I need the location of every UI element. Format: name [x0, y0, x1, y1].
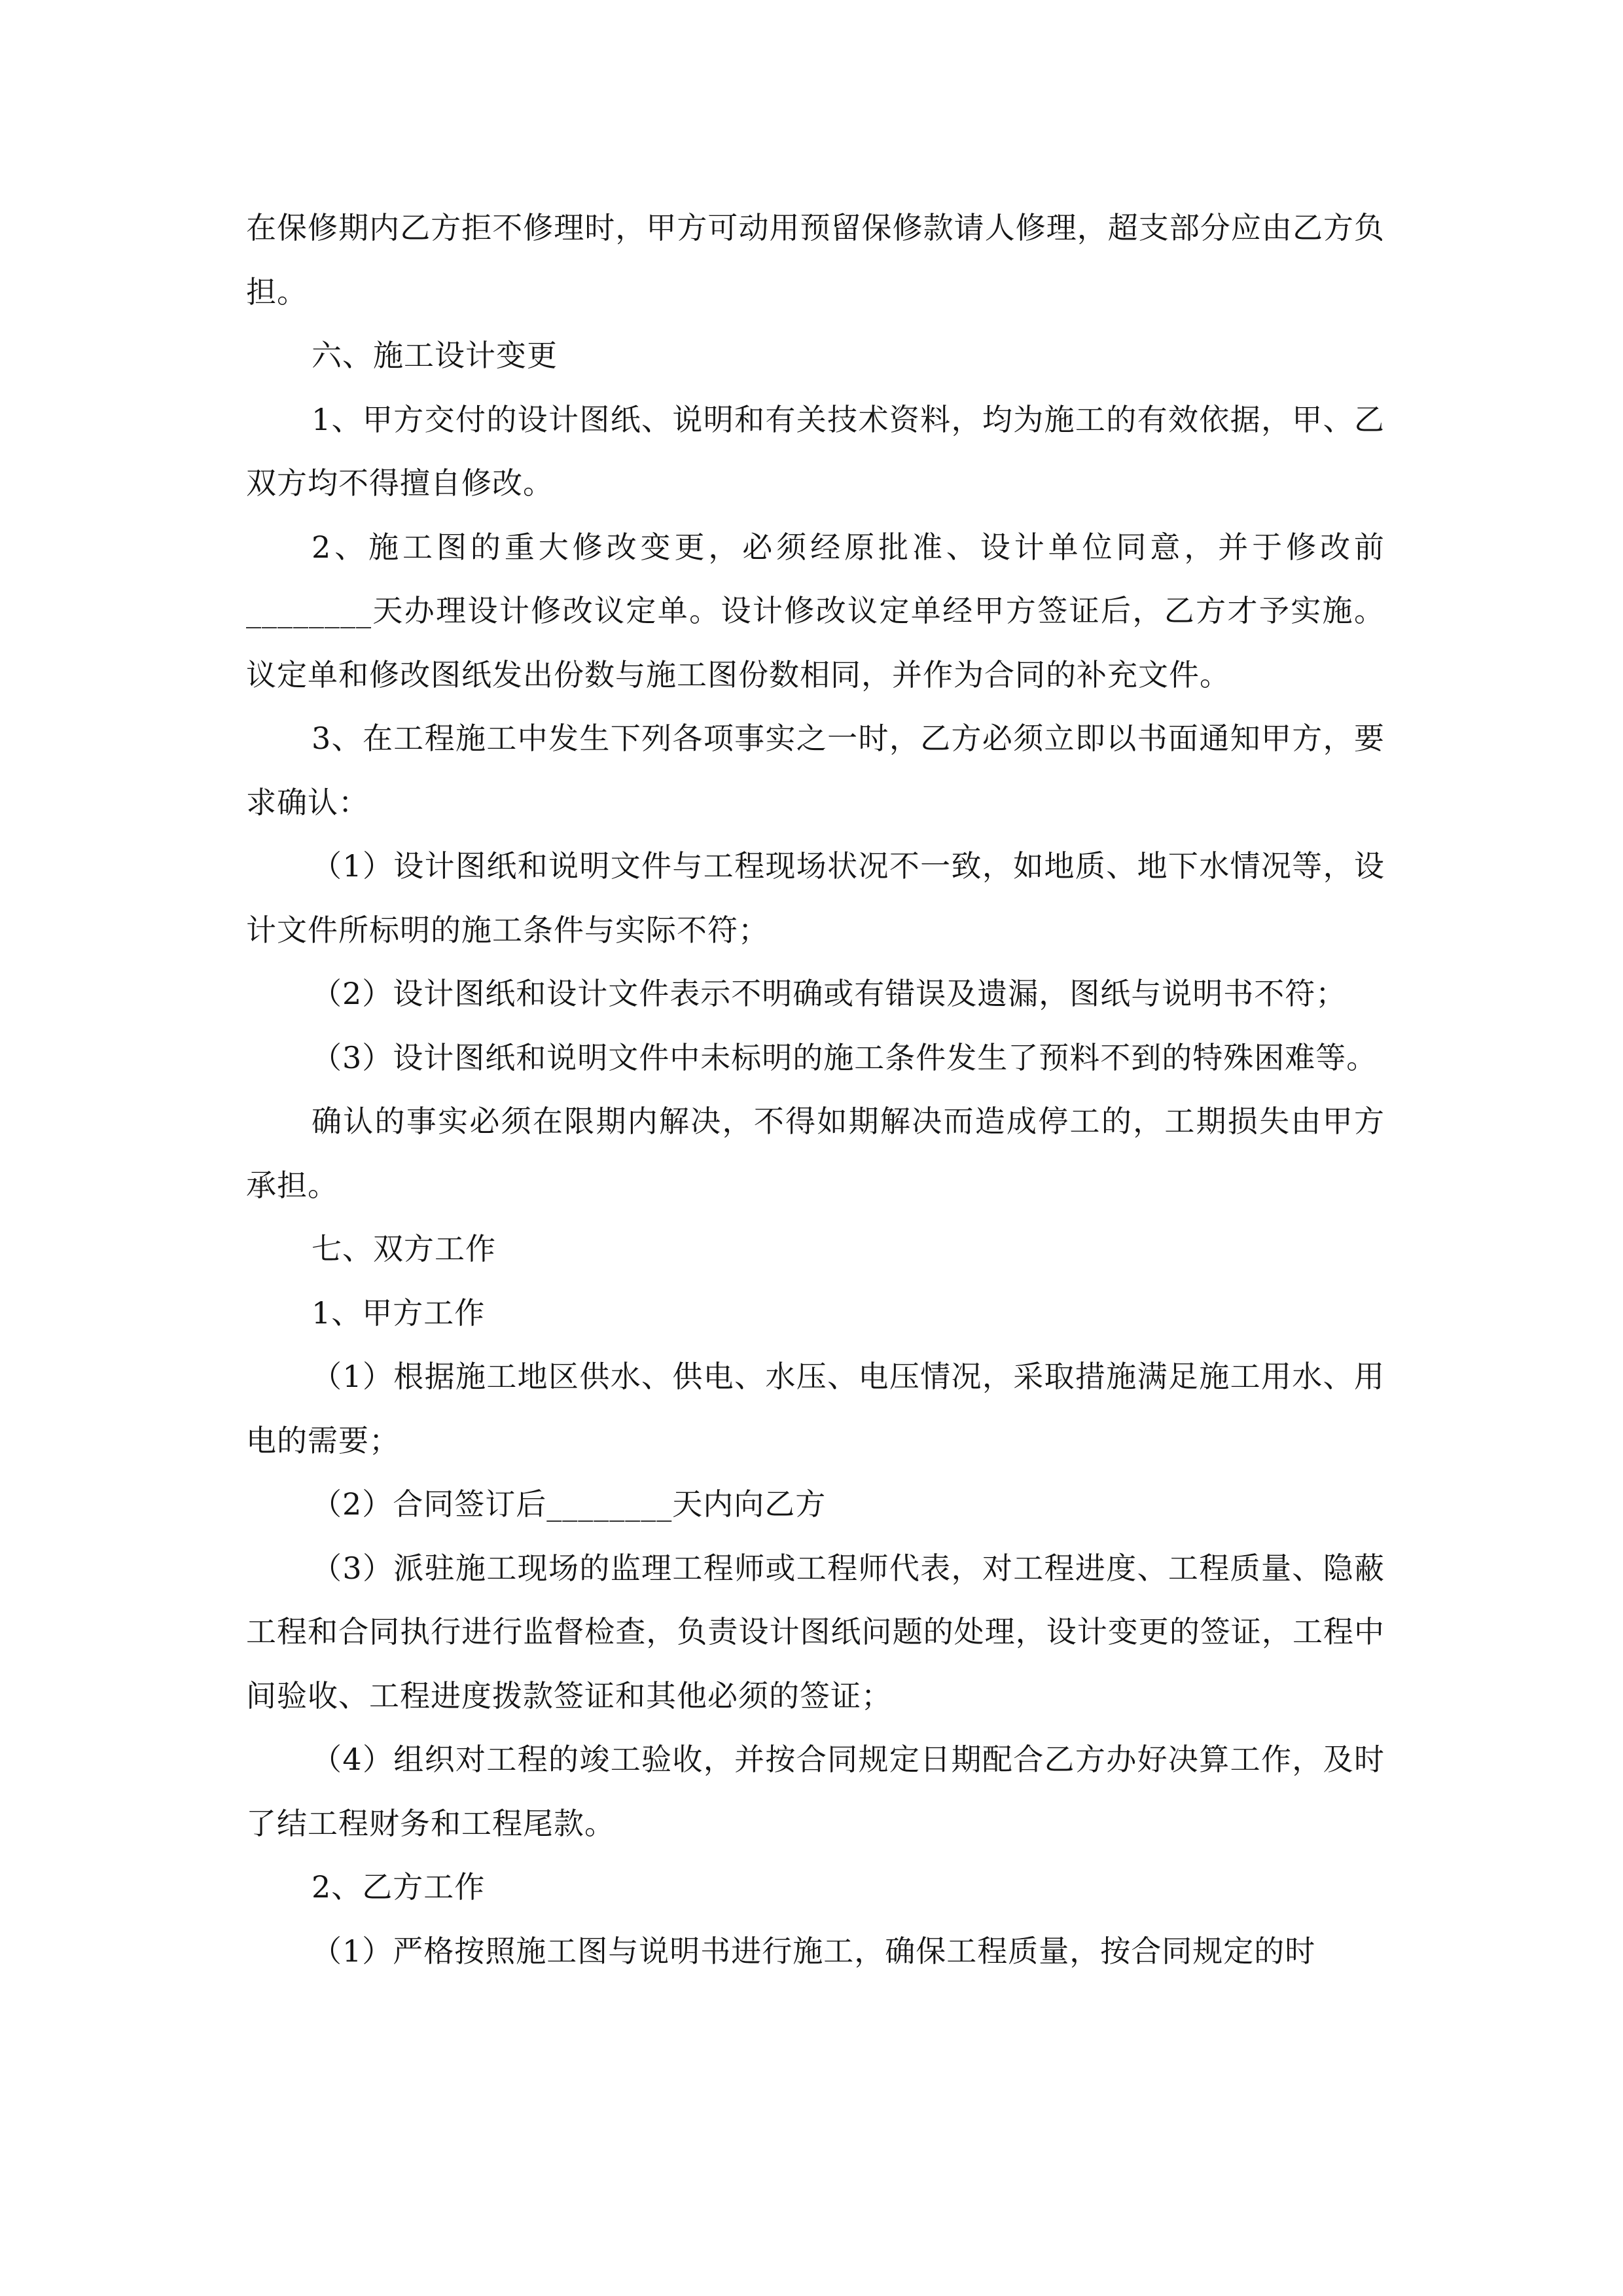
paragraph-notify-confirmation: 3、在工程施工中发生下列各项事实之一时，乙方必须立即以书面通知甲方，要求确认：: [246, 721, 1385, 820]
list-item-3-unforeseen-difficulty: （3）设计图纸和说明文件中未标明的施工条件发生了预料不到的特殊困难等。: [312, 1039, 1378, 1075]
list-item-2-unclear-documents: （2）设计图纸和设计文件表示不明确或有错误及遗漏，图纸与说明书不符；: [312, 976, 1347, 1011]
subheading-party-b-work: 2、乙方工作: [312, 1869, 486, 1905]
list-item-a3-supervision: （3）派驻施工现场的监理工程师或工程师代表，对工程进度、工程质量、隐蔽工程和合同执行进行监督检查，负责设计图纸问题的处理，设计变更的签证，工程中间验收、工程进度拨款签证和其他必须的签证；: [246, 1550, 1385, 1713]
paragraph-major-modifications: 2、施工图的重大修改变更，必须经原批准、设计单位同意，并于修改前________天办理设计修改议定单。设计修改议定单经甲方签证后，乙方才予实施。议定单和修改图纸发出份数与施工图份数相同，并作为合同的补充文件。: [246, 529, 1385, 692]
paragraph-delay-responsibility: 确认的事实必须在限期内解决，不得如期解决而造成停工的，工期损失由甲方承担。: [246, 1103, 1385, 1203]
list-item-a2-after-signing: （2）合同签订后________天内向乙方: [312, 1486, 827, 1522]
list-item-b1-construction: （1）严格按照施工图与说明书进行施工，确保工程质量，按合同规定的时: [312, 1933, 1316, 1969]
paragraph-warranty-repair: 在保修期内乙方拒不修理时，甲方可动用预留保修款请人修理，超支部分应由乙方负担。: [246, 210, 1385, 310]
list-item-a1-water-power: （1）根据施工地区供水、供电、水压、电压情况，采取措施满足施工用水、用电的需要；: [246, 1359, 1385, 1458]
section-heading-mutual-work: 七、双方工作: [312, 1231, 496, 1266]
subheading-party-a-work: 1、甲方工作: [312, 1295, 486, 1331]
list-item-a4-acceptance: （4）组织对工程的竣工验收，并按合同规定日期配合乙方办好决算工作，及时了结工程财务和工程尾款。: [246, 1742, 1385, 1841]
section-heading-design-change: 六、施工设计变更: [312, 338, 558, 373]
paragraph-design-documents: 1、甲方交付的设计图纸、说明和有关技术资料，均为施工的有效依据，甲、乙双方均不得擅自修改。: [246, 401, 1385, 501]
contract-body: [246, 196, 1385, 1983]
list-item-1-site-mismatch: （1）设计图纸和说明文件与工程现场状况不一致，如地质、地下水情况等，设计文件所标明的施工条件与实际不符；: [246, 848, 1385, 948]
